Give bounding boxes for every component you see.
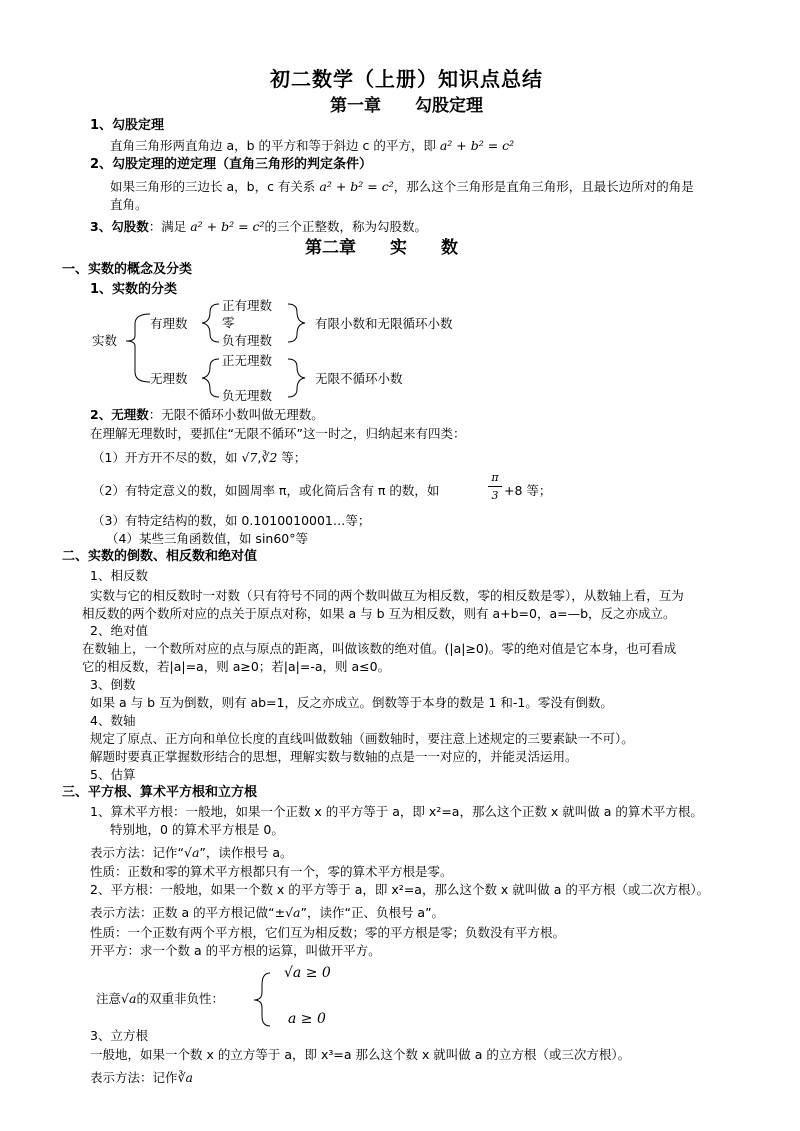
opposite-line2: 相反数的两个数所对应的点关于原点对称，如果 a 与 b 互为相反数，则有 a+b=0，a=—b，反之亦成立。 xyxy=(82,606,676,621)
reciprocal-label: 3、倒数 xyxy=(90,677,136,692)
note-pre: 注意 xyxy=(96,991,122,1006)
page-title: 初二数学（上册）知识点总结 xyxy=(270,67,543,91)
section2-heading: 二、实数的倒数、相反数和绝对值 xyxy=(62,549,258,564)
nonneg-cond1: √a ≥ 0 xyxy=(284,965,331,981)
nonneg-brace xyxy=(254,973,270,1026)
ch1-item3-body: 的三个正整数，称为勾股数。 xyxy=(264,219,428,234)
converse-formula: a² + b² = c² xyxy=(319,179,394,194)
tree-zero: 零 xyxy=(222,315,235,330)
tree-rational: 有理数 xyxy=(150,316,188,331)
sqrt-rep-pre: 表示方法：正数 a 的平方根记做“ xyxy=(90,905,275,920)
ch1-item2-text2: ，那么这个三角形是直角三角形，且最长边所对的角是 xyxy=(393,179,694,194)
sqrt-a-formula: √a xyxy=(183,845,200,860)
chapter1-heading: 第一章 勾股定理 xyxy=(330,96,483,116)
tree-irrational: 无理数 xyxy=(150,371,188,386)
section1-heading: 一、实数的概念及分类 xyxy=(62,262,193,277)
ch1-item2-body3: 直角。 xyxy=(110,197,148,212)
tree-neg-rational: 负有理数 xyxy=(222,333,273,348)
cbrt-label: 3、立方根 xyxy=(90,1028,148,1043)
irrational-body: ：无限不循环小数叫做无理数。 xyxy=(148,407,324,422)
cbrt-rep xyxy=(90,1070,193,1086)
reciprocal-line1: 如果 a 与 b 互为倒数，则有 ab=1，反之亦成立。倒数等于本身的数是 1 和-1。零没有倒数。 xyxy=(90,695,613,710)
numberline-line1: 规定了原点、正方向和单位长度的直线叫做数轴（画数轴时，要注意上述规定的三要素缺一不可）。 xyxy=(90,731,634,746)
irrational-intro: 在理解无理数时，要抓住“无限不循环”这一时之，归纳起来有四类： xyxy=(90,426,466,441)
pm-sqrt-a-formula: ±√a xyxy=(274,905,301,920)
section1-sub1: 1、实数的分类 xyxy=(90,282,178,297)
irrational-left-brace xyxy=(202,359,219,397)
rational-left-brace xyxy=(202,304,219,342)
section3-heading: 三、平方根、算术平方根和立方根 xyxy=(62,785,258,800)
pi-denominator: 3 xyxy=(491,489,499,502)
nonneg-note xyxy=(96,991,224,1007)
tree-root: 实数 xyxy=(92,333,118,348)
cat1-pre: （1）开方开不尽的数，如 xyxy=(92,450,238,465)
ch1-item2-text1: 如果三角形的三边长 a，b，c 有关系 xyxy=(110,179,316,194)
ch1-item2-label: 2、勾股定理的逆定理（直角三角形的判定条件） xyxy=(90,157,373,172)
abs-line1: 在数轴上，一个数所对应的点与原点的距离，叫做该数的绝对值。(|a|≥0)。零的绝对值是它本身，也可看成 xyxy=(82,641,677,656)
sqrt-operation: 开平方：求一个数 a 的平方根的运算，叫做开平方。 xyxy=(90,943,381,958)
ch1-item1-label: 1、勾股定理 xyxy=(90,118,165,133)
sqrt-prop: 性质：一个正数有两个平方根，它们互为相反数；零的平方根是零；负数没有平方根。 xyxy=(90,925,566,940)
abs-line2: 它的相反数，若|a|=a，则 a≥0；若|a|=-a，则 a≤0。 xyxy=(82,659,391,674)
cat2-pre: （2）有特定意义的数，如圆周率 π，或化简后含有 π 的数，如 xyxy=(92,483,440,498)
tree-irrational-desc: 无限不循环小数 xyxy=(315,371,403,386)
abs-label: 2、绝对值 xyxy=(90,623,148,638)
root-brace xyxy=(126,314,150,382)
cbrt-line1: 一般地，如果一个数 x 的立方等于 a，即 x³=a 那么这个数 x 就叫做 a 的立方根（或三次方根）。 xyxy=(90,1047,631,1062)
irrational-definition xyxy=(90,407,324,423)
pi-numerator: π xyxy=(491,471,499,484)
irrational-right-brace xyxy=(288,359,305,397)
ch1-item3-pre: ：满足 xyxy=(148,219,187,234)
cbrt2-formula: ∛2 xyxy=(261,450,278,465)
irrational-cat3: （3）有特定结构的数，如 0.1010010001…等； xyxy=(92,513,371,528)
sqrt-line1: 2、平方根：一般地，如果一个数 x 的平方等于 a，即 x²=a，那么这个数 x 就叫做 a 的平方根（或二次方根）。 xyxy=(90,882,710,897)
rational-right-brace xyxy=(288,304,305,342)
opposite-line1: 实数与它的相反数时一对数（只有符号不同的两个数叫做互为相反数，零的相反数是零），从数轴上看，互为 xyxy=(90,588,684,603)
arith-root-line1: 1、算术平方根：一般地，如果一个正数 x 的平方等于 a，即 x²=a，那么这个正数 x 就叫做 a 的算术平方根。 xyxy=(90,804,703,819)
tree-neg-irrational: 负无理数 xyxy=(222,388,273,403)
note-post: 的双重非负性： xyxy=(136,991,224,1006)
arith-root-prop: 性质：正数和零的算术平方根都只有一个，零的算术平方根是零。 xyxy=(90,864,453,879)
irrational-cat1: （1）开方开不尽的数，如 √7,∛2 等； xyxy=(92,450,307,465)
cbrt-a-formula: ∛a xyxy=(177,1070,193,1085)
cat2-post: +8 等； xyxy=(504,483,552,498)
pythagorean-formula: a² + b² = c² xyxy=(439,138,515,153)
note-sqrt-a: √a xyxy=(121,991,137,1006)
cbrt-rep-pre: 表示方法：记作 xyxy=(90,1070,178,1085)
numberline-label: 4、数轴 xyxy=(90,713,136,728)
arith-root-rep xyxy=(90,845,293,861)
pythagorean-triple-formula: a² + b² = c² xyxy=(190,219,265,234)
irrational-cat4: （4）某些三角函数值，如 sin60°等 xyxy=(106,531,308,546)
tree-pos-rational: 正有理数 xyxy=(222,298,273,313)
tree-rational-desc: 有限小数和无限循环小数 xyxy=(315,316,453,331)
fraction-bar xyxy=(488,486,502,487)
arith-rep-post: ”，读作根号 a。 xyxy=(199,845,293,860)
sqrt7-formula: √7 xyxy=(241,450,258,465)
chapter2-heading: 第二章 实 数 xyxy=(305,238,458,258)
sqrt-rep xyxy=(90,905,444,921)
arith-root-line2: 特别地，0 的算术平方根是 0。 xyxy=(110,822,284,837)
numberline-line2: 解题时要真正掌握数形结合的思想，理解实数与数轴的点是一一对应的，并能灵活运用。 xyxy=(90,749,578,764)
arith-rep-pre: 表示方法：记作“ xyxy=(90,845,184,860)
ch1-item3-label: 3、勾股数 xyxy=(90,219,149,234)
irrational-cat2 xyxy=(92,483,439,499)
estimation-label: 5、估算 xyxy=(90,767,136,782)
cat1-post: 等； xyxy=(281,450,307,465)
opposite-label: 1、相反数 xyxy=(90,568,148,583)
tree-pos-irrational: 正无理数 xyxy=(222,353,273,368)
ch1-item1-text: 直角三角形两直角边 a，b 的平方和等于斜边 c 的平方，即 xyxy=(110,138,436,153)
irrational-label: 2、无理数 xyxy=(90,407,149,422)
sqrt-rep-post: ”，读作“正、负根号 a”。 xyxy=(300,905,445,920)
nonneg-cond2: a ≥ 0 xyxy=(288,1011,326,1027)
